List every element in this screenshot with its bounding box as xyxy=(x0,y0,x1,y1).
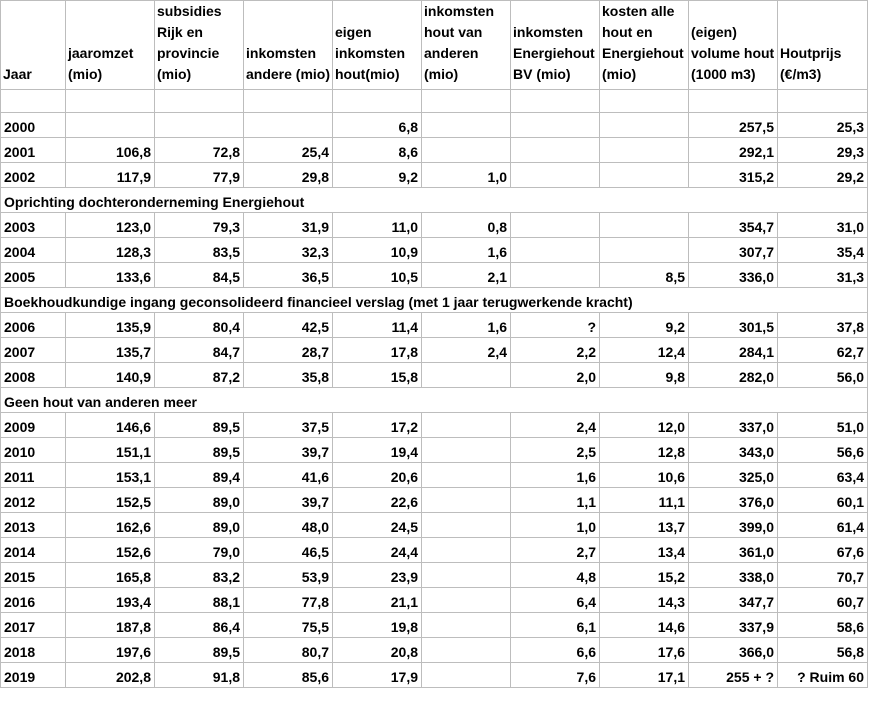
data-cell[interactable]: 39,7 xyxy=(244,488,333,513)
data-cell[interactable]: 153,1 xyxy=(66,463,155,488)
data-cell[interactable]: 338,0 xyxy=(689,563,778,588)
data-cell[interactable]: 197,6 xyxy=(66,638,155,663)
data-cell[interactable]: 10,6 xyxy=(600,463,689,488)
table-row xyxy=(1,563,868,588)
data-cell[interactable]: 6,6 xyxy=(511,638,600,663)
data-cell[interactable]: 72,8 xyxy=(155,138,244,163)
data-cell[interactable] xyxy=(511,163,600,188)
data-cell[interactable] xyxy=(422,663,511,688)
blank-row xyxy=(1,90,868,113)
data-cell[interactable]: 89,0 xyxy=(155,513,244,538)
empty-cell[interactable] xyxy=(511,90,600,113)
year-cell[interactable]: 2009 xyxy=(1,413,66,438)
data-cell[interactable] xyxy=(511,263,600,288)
note-row xyxy=(1,288,868,313)
year-cell[interactable]: 2010 xyxy=(1,438,66,463)
data-cell[interactable]: 53,9 xyxy=(244,563,333,588)
empty-cell[interactable] xyxy=(689,90,778,113)
data-cell[interactable]: 19,8 xyxy=(333,613,422,638)
header-cell[interactable]: inkomsten Energiehout BV (mio) xyxy=(511,1,600,90)
data-cell[interactable]: 56,8 xyxy=(778,638,868,663)
data-cell[interactable]: 376,0 xyxy=(689,488,778,513)
data-cell[interactable]: 36,5 xyxy=(244,263,333,288)
data-cell[interactable]: 140,9 xyxy=(66,363,155,388)
table-row xyxy=(1,363,868,388)
data-cell[interactable]: 9,2 xyxy=(600,313,689,338)
table-row xyxy=(1,238,868,263)
note-row xyxy=(1,388,868,413)
data-cell[interactable]: 11,0 xyxy=(333,213,422,238)
data-cell[interactable]: 133,6 xyxy=(66,263,155,288)
table-row xyxy=(1,413,868,438)
year-cell[interactable]: 2000 xyxy=(1,113,66,138)
data-cell[interactable]: 39,7 xyxy=(244,438,333,463)
header-cell[interactable]: inkomsten andere (mio) xyxy=(244,1,333,90)
data-cell[interactable]: 89,4 xyxy=(155,463,244,488)
data-cell[interactable] xyxy=(511,113,600,138)
data-cell[interactable] xyxy=(422,138,511,163)
data-cell[interactable]: 31,0 xyxy=(778,213,868,238)
data-cell[interactable]: 135,7 xyxy=(66,338,155,363)
data-cell[interactable]: 89,5 xyxy=(155,438,244,463)
empty-cell[interactable] xyxy=(422,90,511,113)
table-row xyxy=(1,438,868,463)
data-cell[interactable]: 4,8 xyxy=(511,563,600,588)
data-cell[interactable]: 25,4 xyxy=(244,138,333,163)
data-cell[interactable]: 60,7 xyxy=(778,588,868,613)
data-cell[interactable]: ? xyxy=(511,313,600,338)
data-cell[interactable]: 2,7 xyxy=(511,538,600,563)
data-cell[interactable]: 6,1 xyxy=(511,613,600,638)
year-cell[interactable]: 2001 xyxy=(1,138,66,163)
data-cell[interactable]: 80,4 xyxy=(155,313,244,338)
data-cell[interactable] xyxy=(155,113,244,138)
data-cell[interactable]: 86,4 xyxy=(155,613,244,638)
data-cell[interactable]: 28,7 xyxy=(244,338,333,363)
data-cell[interactable]: 85,6 xyxy=(244,663,333,688)
data-cell[interactable]: ? Ruim 60 xyxy=(778,663,868,688)
data-cell[interactable]: 29,3 xyxy=(778,138,868,163)
year-cell[interactable]: 2016 xyxy=(1,588,66,613)
data-cell[interactable]: 12,4 xyxy=(600,338,689,363)
data-cell[interactable]: 25,3 xyxy=(778,113,868,138)
data-cell[interactable]: 187,8 xyxy=(66,613,155,638)
data-cell[interactable]: 282,0 xyxy=(689,363,778,388)
data-cell[interactable]: 399,0 xyxy=(689,513,778,538)
data-cell[interactable]: 337,0 xyxy=(689,413,778,438)
data-cell[interactable]: 12,0 xyxy=(600,413,689,438)
data-cell[interactable] xyxy=(422,488,511,513)
data-cell[interactable]: 58,6 xyxy=(778,613,868,638)
data-cell[interactable]: 128,3 xyxy=(66,238,155,263)
year-cell[interactable]: 2014 xyxy=(1,538,66,563)
header-cell[interactable]: subsidies Rijk en provincie (mio) xyxy=(155,1,244,90)
data-cell[interactable]: 42,5 xyxy=(244,313,333,338)
data-cell[interactable] xyxy=(600,163,689,188)
note-cell[interactable]: Geen hout van anderen meer xyxy=(1,388,868,413)
year-cell[interactable]: 2012 xyxy=(1,488,66,513)
table-row xyxy=(1,663,868,688)
header-cell[interactable]: Jaar xyxy=(1,1,66,90)
data-cell[interactable]: 6,4 xyxy=(511,588,600,613)
data-cell[interactable]: 8,6 xyxy=(333,138,422,163)
data-cell[interactable]: 9,2 xyxy=(333,163,422,188)
data-cell[interactable]: 14,3 xyxy=(600,588,689,613)
data-cell[interactable]: 6,8 xyxy=(333,113,422,138)
data-cell[interactable]: 20,6 xyxy=(333,463,422,488)
data-cell[interactable]: 2,1 xyxy=(422,263,511,288)
data-cell[interactable] xyxy=(422,463,511,488)
data-cell[interactable]: 106,8 xyxy=(66,138,155,163)
data-cell[interactable] xyxy=(422,513,511,538)
data-cell[interactable]: 307,7 xyxy=(689,238,778,263)
table-row xyxy=(1,113,868,138)
data-cell[interactable]: 193,4 xyxy=(66,588,155,613)
data-cell[interactable]: 202,8 xyxy=(66,663,155,688)
data-cell[interactable]: 79,0 xyxy=(155,538,244,563)
data-cell[interactable]: 17,8 xyxy=(333,338,422,363)
data-cell[interactable] xyxy=(422,363,511,388)
data-cell[interactable]: 151,1 xyxy=(66,438,155,463)
empty-cell[interactable] xyxy=(333,90,422,113)
data-cell[interactable]: 337,9 xyxy=(689,613,778,638)
data-cell[interactable]: 361,0 xyxy=(689,538,778,563)
empty-cell[interactable] xyxy=(66,90,155,113)
data-cell[interactable]: 80,7 xyxy=(244,638,333,663)
data-cell[interactable]: 0,8 xyxy=(422,213,511,238)
header-row xyxy=(1,1,868,90)
table-row xyxy=(1,513,868,538)
data-cell[interactable]: 11,1 xyxy=(600,488,689,513)
data-cell[interactable] xyxy=(422,638,511,663)
table-row xyxy=(1,538,868,563)
data-cell[interactable]: 1,6 xyxy=(422,238,511,263)
year-cell[interactable]: 2019 xyxy=(1,663,66,688)
data-cell[interactable]: 41,6 xyxy=(244,463,333,488)
data-cell[interactable]: 301,5 xyxy=(689,313,778,338)
data-cell[interactable]: 77,9 xyxy=(155,163,244,188)
data-cell[interactable]: 354,7 xyxy=(689,213,778,238)
data-cell[interactable]: 63,4 xyxy=(778,463,868,488)
data-cell[interactable] xyxy=(511,138,600,163)
data-cell[interactable]: 17,9 xyxy=(333,663,422,688)
data-cell[interactable]: 13,4 xyxy=(600,538,689,563)
data-cell[interactable]: 2,2 xyxy=(511,338,600,363)
data-cell[interactable]: 2,4 xyxy=(511,413,600,438)
data-cell[interactable]: 17,1 xyxy=(600,663,689,688)
year-cell[interactable]: 2005 xyxy=(1,263,66,288)
data-cell[interactable]: 152,6 xyxy=(66,538,155,563)
table-row xyxy=(1,313,868,338)
data-cell[interactable]: 20,8 xyxy=(333,638,422,663)
data-cell[interactable]: 24,5 xyxy=(333,513,422,538)
data-cell[interactable]: 2,4 xyxy=(422,338,511,363)
data-cell[interactable]: 162,6 xyxy=(66,513,155,538)
data-cell[interactable]: 1,1 xyxy=(511,488,600,513)
data-cell[interactable]: 19,4 xyxy=(333,438,422,463)
data-cell[interactable]: 87,2 xyxy=(155,363,244,388)
data-cell[interactable]: 2,0 xyxy=(511,363,600,388)
data-cell[interactable]: 14,6 xyxy=(600,613,689,638)
data-cell[interactable]: 315,2 xyxy=(689,163,778,188)
data-cell[interactable]: 15,2 xyxy=(600,563,689,588)
year-cell[interactable]: 2011 xyxy=(1,463,66,488)
data-cell[interactable]: 24,4 xyxy=(333,538,422,563)
data-cell[interactable]: 117,9 xyxy=(66,163,155,188)
data-cell[interactable] xyxy=(422,563,511,588)
data-cell[interactable]: 56,6 xyxy=(778,438,868,463)
empty-cell[interactable] xyxy=(155,90,244,113)
data-cell[interactable]: 31,9 xyxy=(244,213,333,238)
table-row xyxy=(1,463,868,488)
data-cell[interactable] xyxy=(511,213,600,238)
header-cell[interactable]: jaaromzet (mio) xyxy=(66,1,155,90)
table-row xyxy=(1,213,868,238)
data-cell[interactable]: 84,7 xyxy=(155,338,244,363)
data-cell[interactable]: 12,8 xyxy=(600,438,689,463)
year-cell[interactable]: 2013 xyxy=(1,513,66,538)
year-cell[interactable]: 2003 xyxy=(1,213,66,238)
empty-cell[interactable] xyxy=(244,90,333,113)
data-cell[interactable]: 83,2 xyxy=(155,563,244,588)
data-cell[interactable]: 22,6 xyxy=(333,488,422,513)
data-cell[interactable]: 23,9 xyxy=(333,563,422,588)
data-cell[interactable] xyxy=(422,538,511,563)
data-cell[interactable]: 8,5 xyxy=(600,263,689,288)
data-cell[interactable]: 89,5 xyxy=(155,413,244,438)
table-row xyxy=(1,338,868,363)
data-cell[interactable]: 62,7 xyxy=(778,338,868,363)
table-row xyxy=(1,588,868,613)
data-cell[interactable]: 61,4 xyxy=(778,513,868,538)
data-cell[interactable]: 10,5 xyxy=(333,263,422,288)
data-cell[interactable]: 347,7 xyxy=(689,588,778,613)
header-cell[interactable]: inkomsten hout van anderen (mio) xyxy=(422,1,511,90)
data-cell[interactable]: 37,5 xyxy=(244,413,333,438)
data-cell[interactable]: 146,6 xyxy=(66,413,155,438)
data-cell[interactable]: 67,6 xyxy=(778,538,868,563)
data-cell[interactable]: 10,9 xyxy=(333,238,422,263)
data-cell[interactable] xyxy=(422,613,511,638)
table-row xyxy=(1,638,868,663)
data-cell[interactable]: 56,0 xyxy=(778,363,868,388)
data-cell[interactable]: 325,0 xyxy=(689,463,778,488)
data-cell[interactable]: 77,8 xyxy=(244,588,333,613)
data-cell[interactable]: 35,8 xyxy=(244,363,333,388)
table-row xyxy=(1,263,868,288)
data-cell[interactable]: 51,0 xyxy=(778,413,868,438)
data-cell[interactable]: 1,6 xyxy=(422,313,511,338)
data-cell[interactable]: 35,4 xyxy=(778,238,868,263)
data-cell[interactable]: 88,1 xyxy=(155,588,244,613)
year-cell[interactable]: 2008 xyxy=(1,363,66,388)
note-cell[interactable]: Boekhoudkundige ingang geconsolideerd financieel verslag (met 1 jaar terugwerkende kracht) xyxy=(1,288,868,313)
data-cell[interactable] xyxy=(600,238,689,263)
data-cell[interactable]: 366,0 xyxy=(689,638,778,663)
data-cell[interactable] xyxy=(66,113,155,138)
data-cell[interactable]: 1,0 xyxy=(422,163,511,188)
data-cell[interactable]: 29,2 xyxy=(778,163,868,188)
data-cell[interactable]: 75,5 xyxy=(244,613,333,638)
data-cell[interactable]: 79,3 xyxy=(155,213,244,238)
year-cell[interactable]: 2007 xyxy=(1,338,66,363)
data-cell[interactable] xyxy=(600,113,689,138)
data-cell[interactable]: 292,1 xyxy=(689,138,778,163)
data-cell[interactable]: 32,3 xyxy=(244,238,333,263)
data-cell[interactable]: 7,6 xyxy=(511,663,600,688)
data-cell[interactable] xyxy=(422,413,511,438)
data-cell[interactable]: 48,0 xyxy=(244,513,333,538)
data-cell[interactable]: 70,7 xyxy=(778,563,868,588)
data-cell[interactable]: 152,5 xyxy=(66,488,155,513)
table-row xyxy=(1,163,868,188)
year-cell[interactable]: 2015 xyxy=(1,563,66,588)
data-cell[interactable]: 343,0 xyxy=(689,438,778,463)
data-cell[interactable]: 135,9 xyxy=(66,313,155,338)
data-cell[interactable]: 84,5 xyxy=(155,263,244,288)
data-cell[interactable]: 123,0 xyxy=(66,213,155,238)
header-cell[interactable]: eigen inkomsten hout(mio) xyxy=(333,1,422,90)
data-cell[interactable]: 255 + ? xyxy=(689,663,778,688)
data-cell[interactable]: 1,6 xyxy=(511,463,600,488)
table-row xyxy=(1,613,868,638)
year-cell[interactable]: 2017 xyxy=(1,613,66,638)
year-cell[interactable]: 2004 xyxy=(1,238,66,263)
data-cell[interactable] xyxy=(422,438,511,463)
data-cell[interactable]: 257,5 xyxy=(689,113,778,138)
data-cell[interactable]: 89,5 xyxy=(155,638,244,663)
data-cell[interactable]: 60,1 xyxy=(778,488,868,513)
table-row xyxy=(1,488,868,513)
data-cell[interactable]: 83,5 xyxy=(155,238,244,263)
header-cell[interactable]: (eigen) volume hout (1000 m3) xyxy=(689,1,778,90)
empty-cell[interactable] xyxy=(600,90,689,113)
note-cell[interactable]: Oprichting dochteronderneming Energiehout xyxy=(1,188,868,213)
data-cell[interactable] xyxy=(422,113,511,138)
data-cell[interactable] xyxy=(600,138,689,163)
data-cell[interactable]: 91,8 xyxy=(155,663,244,688)
header-cell[interactable]: kosten alle hout en Energiehout (mio) xyxy=(600,1,689,90)
data-cell[interactable]: 284,1 xyxy=(689,338,778,363)
data-cell[interactable]: 37,8 xyxy=(778,313,868,338)
data-cell[interactable]: 29,8 xyxy=(244,163,333,188)
year-cell[interactable]: 2006 xyxy=(1,313,66,338)
data-cell[interactable] xyxy=(511,238,600,263)
empty-cell[interactable] xyxy=(1,90,66,113)
data-cell[interactable]: 9,8 xyxy=(600,363,689,388)
data-cell[interactable]: 21,1 xyxy=(333,588,422,613)
data-cell[interactable]: 17,6 xyxy=(600,638,689,663)
data-cell[interactable]: 17,2 xyxy=(333,413,422,438)
data-cell[interactable] xyxy=(422,588,511,613)
data-cell[interactable]: 89,0 xyxy=(155,488,244,513)
data-cell[interactable]: 46,5 xyxy=(244,538,333,563)
empty-cell[interactable] xyxy=(778,90,868,113)
data-cell[interactable]: 31,3 xyxy=(778,263,868,288)
data-cell[interactable] xyxy=(244,113,333,138)
note-row xyxy=(1,188,868,213)
year-cell[interactable]: 2002 xyxy=(1,163,66,188)
year-cell[interactable]: 2018 xyxy=(1,638,66,663)
table-row xyxy=(1,138,868,163)
data-cell[interactable]: 15,8 xyxy=(333,363,422,388)
header-cell[interactable]: Houtprijs (€/m3) xyxy=(778,1,868,90)
data-cell[interactable]: 2,5 xyxy=(511,438,600,463)
data-cell[interactable] xyxy=(600,213,689,238)
data-cell[interactable]: 1,0 xyxy=(511,513,600,538)
data-cell[interactable]: 165,8 xyxy=(66,563,155,588)
data-cell[interactable]: 13,7 xyxy=(600,513,689,538)
data-cell[interactable]: 336,0 xyxy=(689,263,778,288)
data-cell[interactable]: 11,4 xyxy=(333,313,422,338)
